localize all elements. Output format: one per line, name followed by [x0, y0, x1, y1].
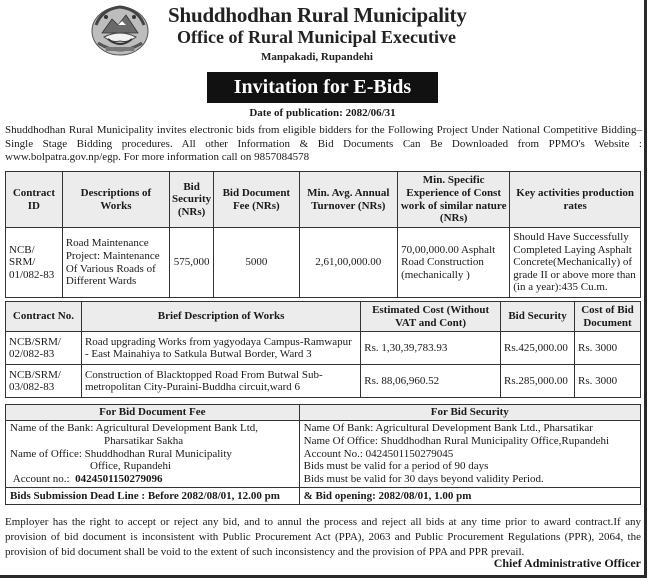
table-header-row [6, 302, 641, 332]
cell-min-experience: 70,00,000.00 Asphalt Road Construction (mechanically ) [398, 228, 510, 298]
bid-security-details [299, 421, 640, 488]
cell-key-activities: Should Have Successfully Completed Laying Asphalt Concrete(Mechanically) of grade II or above more than (in a year):435 Cu.m. [510, 228, 641, 298]
cell-bid-document-fee: 5000 [214, 228, 299, 298]
fee-bank-branch: Pharsatikar Sakha [104, 434, 184, 447]
cell-description: Road upgrading Works from yagyodaya Campus-Ramwapur - East Mainahiya to Satkula Butwal Border, Ward 3 [81, 332, 360, 365]
col-header-brief-description: Brief Description of Works [81, 302, 360, 332]
col-header-key-activities: Key activities production rates [510, 172, 641, 228]
signature-title: Chief Administrative Officer [493, 556, 641, 570]
disclaimer-paragraph: Employer has the right to accept or reject any bid, and to annul the process and reject all bids at any time prior to award contract.If any provision of bid document is inconsistent with Public Procurement Act (PPA), 2063 and Public Procurement Regulations (PPR), 2064, the provision of bid document shall be void to the extent of such inconsistency and the provision of PPA and PPR prevail. [5, 516, 641, 558]
cell-estimated-cost: Rs. 1,30,39,783.93 [361, 332, 501, 365]
fee-account [10, 473, 295, 486]
estimated-cost-table [5, 301, 641, 398]
fee-bank-name: Name of the Bank: Agricultural Development Bank Ltd, [10, 422, 259, 434]
publication-date: Date of publication: 2082/06/31 [249, 107, 396, 119]
right-border-rule [644, 0, 647, 578]
notice-title-banner: Invitation for E-Bids [207, 72, 438, 103]
col-header-estimated-cost: Estimated Cost (Without VAT and Cont) [361, 302, 501, 332]
fee-account-number: 0424501150279096 [75, 473, 163, 486]
payment-details-table [5, 404, 641, 505]
fee-office-location: Office, Rupandehi [90, 460, 172, 473]
cell-cost-of-bid-document: Rs. 3000 [575, 332, 641, 365]
notice-header [0, 0, 651, 80]
col-header-bid-security: Bid Security (NRs) [170, 172, 214, 228]
table-row [6, 228, 641, 298]
cell-bid-security: 575,000 [170, 228, 214, 298]
cell-min-turnover: 2,61,00,000.00 [299, 228, 398, 298]
security-validity-period: Bids must be valid for a period of 90 days [303, 460, 489, 473]
fee-office-name: Name of Office: Shuddhodhan Rural Municipality [10, 447, 232, 460]
col-header-min-experience: Min. Specific Experience of Const work of similar nature (NRs) [398, 172, 510, 228]
contract-requirements-table [5, 171, 641, 298]
cell-bid-security: Rs.425,000.00 [501, 332, 575, 365]
payment-header-row [6, 405, 641, 421]
table-header-row [6, 172, 641, 228]
security-account: Account No.: 0424501150279045 [303, 447, 454, 460]
cell-contract-id: NCB/ SRM/ 01/082-83 [6, 228, 63, 298]
cell-description: Road Maintenance Project: Maintenance Of Various Roads of Different Wards [62, 228, 169, 298]
bid-opening: & Bid opening: 2082/08/01, 1.00 pm [299, 487, 640, 504]
bid-security-heading: For Bid Security [299, 405, 640, 421]
intro-paragraph: Shuddhodhan Rural Municipality invites electronic bids from eligible bidders for the Following Project Under National Competitive Bidding–Single Stage Bidding procedures. All other Information & Bid Documents Can Be Downloaded from PPMO's Website : www.bolpatra.gov.np/egp. For more information call on 9857084578 [5, 124, 642, 164]
security-bank-name: Name Of Bank: Agricultural Development Bank Ltd., Pharsatikar [303, 422, 593, 434]
security-office-name: Name Of Office: Shuddhodhan Rural Municipality Office,Rupandehi [303, 434, 610, 447]
cell-bid-security: Rs.285,000.00 [501, 365, 575, 398]
col-header-contract-no: Contract No. [6, 302, 82, 332]
table-row [6, 332, 641, 365]
bid-document-fee-details [6, 421, 300, 488]
office-subtitle: Office of Rural Municipal Executive [177, 27, 456, 47]
deadline-row [6, 487, 641, 504]
col-header-bid-security: Bid Security [501, 302, 575, 332]
office-location: Manpakadi, Rupandehi [261, 51, 373, 63]
col-header-min-turnover: Min. Avg. Annual Turnover (NRs) [299, 172, 398, 228]
cell-contract-no: NCB/SRM/ 02/082-83 [6, 332, 82, 365]
security-validity-beyond: Bids must be valid for 30 days beyond validity Period. [303, 473, 544, 486]
col-header-bid-document-fee: Bid Document Fee (NRs) [214, 172, 299, 228]
cell-estimated-cost: Rs. 88,06,960.52 [361, 365, 501, 398]
submission-deadline: Bids Submission Dead Line : Before 2082/08/01, 12.00 pm [6, 487, 300, 504]
municipality-title: Shuddhodhan Rural Municipality [168, 3, 467, 27]
table-row [6, 365, 641, 398]
bid-document-fee-heading: For Bid Document Fee [6, 405, 300, 421]
col-header-contract-id: Contract ID [6, 172, 63, 228]
cell-description: Construction of Blacktopped Road From Butwal Sub-metropolitan City-Puraini-Buddha circuit,ward 6 [81, 365, 360, 398]
cell-contract-no: NCB/SRM/ 03/082-83 [6, 365, 82, 398]
col-header-description: Descriptions of Works [62, 172, 169, 228]
cell-cost-of-bid-document: Rs. 3000 [575, 365, 641, 398]
col-header-cost-of-bid-document: Cost of Bid Document [575, 302, 641, 332]
nepal-government-emblem-icon [88, 3, 152, 57]
payment-details-row [6, 421, 641, 488]
fee-account-label: Account no.: [12, 473, 70, 486]
